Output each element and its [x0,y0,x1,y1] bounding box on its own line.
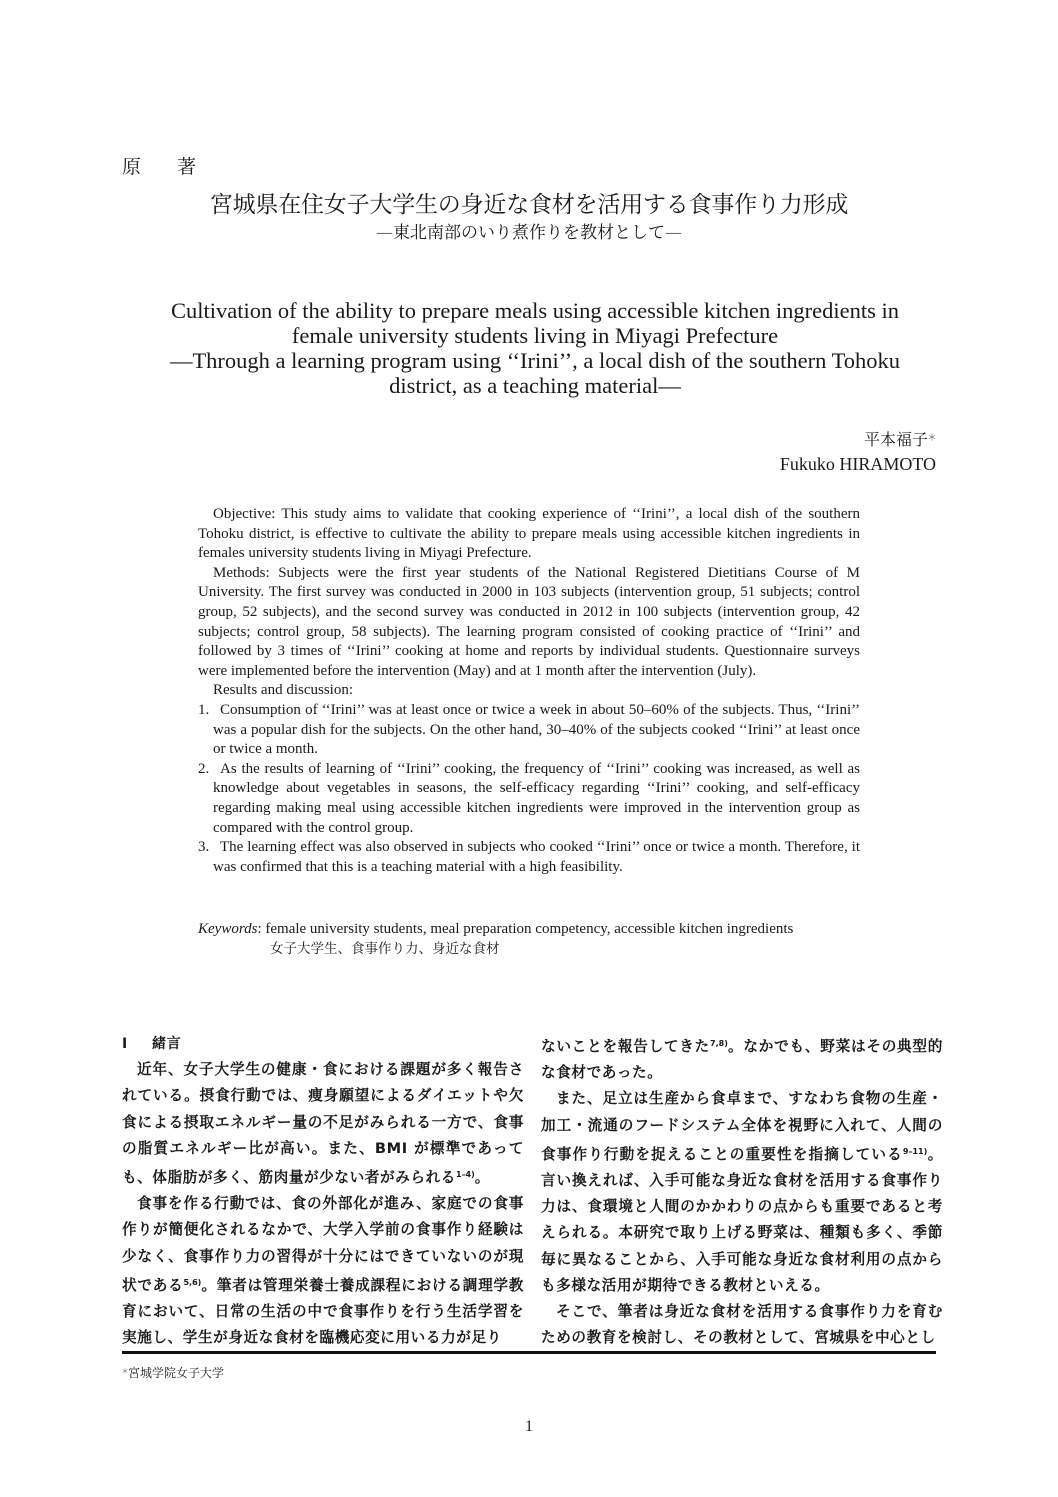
citation: 5,6) [183,1277,202,1287]
citation: 1–4) [455,1170,475,1180]
english-title-line: female university students living in Miyagi Prefecture [291,323,779,348]
keywords [198,920,870,959]
english-title [110,298,960,398]
item-text: Consumption of ‘‘Irini’’ was at least once or twice a week in about 50–60% of the subjects. Thus, ‘‘Irini’’ was a popular dish for the subjects. On the other hand, 30–40% of the subjects cooked ‘‘Irini’’ at least once or twice a month. [213,701,860,758]
category-char-1: 原 [122,156,142,178]
body-column-right [541,1031,943,1351]
section-heading [122,1031,524,1057]
keywords-japanese: 女子大学生、食事作り力、身近な食材 [270,940,500,957]
body-paragraph [122,1191,524,1351]
footnote-divider [122,1351,936,1354]
paragraph-text: ないことを報告してきた [541,1038,711,1055]
paragraph-text: 。 [474,1169,490,1187]
japanese-title: 宮城県在住女子大学生の身近な食材を活用する食事作り力形成 [209,192,849,218]
body-paragraph [541,1086,943,1299]
body-paragraph [541,1299,943,1351]
abstract-objective: Objective: This study aims to validate that cooking experience of ‘‘Irini’’, a local dish of the southern Tohoku district, is effective to cultivate the ability to prepare meals using accessible kitchen ingredients in females university students living in Miyagi Prefecture. [198,506,860,562]
paragraph-text: そこで、筆者は身近な食材を活用する食事作り力を育むための教育を検討し、その教材として、宮城県を中心とし [541,1303,943,1347]
english-title-line: Cultivation of the ability to prepare meals using accessible kitchen ingredients in [171,298,899,323]
item-text: The learning effect was also observed in subjects who cooked ‘‘Irini’’ once or twice a month. Therefore, it was confirmed that this is a teaching material with a high feasibility. [213,839,860,875]
affiliation-footnote: *宮城学院女子大学 [122,1366,225,1380]
category-char-2: 著 [177,156,197,178]
page-number: 1 [525,1418,533,1435]
section-title: 緒言 [152,1036,182,1052]
article-category [122,152,196,179]
paragraph-text: 。言い換えれば、入手可能な身近な食材を活用する食事作り力は、食環境と人間のかかわりの点からも重要であると考えられる。本研究で取り上げる野菜は、種類も多く、季節毎に異なることから、入手可能な身近な食材利用の点からも多様な活用が期待できる教材といえる。 [541,1145,943,1294]
item-number: 2. [198,760,210,777]
results-list [198,701,860,877]
results-list-item [198,760,860,838]
keywords-label: Keywords [198,921,258,937]
item-text: As the results of learning of ‘‘Irini’’ cooking, the frequency of ‘‘Irini’’ cooking was increased, as well as knowledge about vegetables in seasons, the self-efficacy regarding ‘‘Irini’’ cooking, and self-efficacy regarding making meal using accessible kitchen ingredients were improved in the intervention group as compared with the control group. [213,760,860,836]
paragraph-text: 。筆者は管理栄養士養成課程における調理学教育において、日常の生活の中で食事作りを行う生活学習を実施し、学生が身近な食材を臨機応変に用いる力が足り [122,1276,524,1347]
author-name-japanese: 平本福子* [863,430,936,449]
results-list-item [198,838,860,877]
english-title-line: —Through a learning program using ‘‘Irini’’, a local dish of the southern Tohoku [169,348,901,373]
results-list-item [198,701,860,760]
paragraph-text: また、足立は生産から食卓まで、すなわち食物の生産・加工・流通のフードシステム全体を視野に入れて、人間の食事作り行動を捉えることの重要性を指摘している [541,1090,943,1163]
paragraph-text: 食事を作る行動では、食の外部化が進み、家庭での食事作りが簡便化されるなかで、大学入学前の食事作り経験は少なく、食事作り力の習得が十分にはできていないのが現状である [122,1195,524,1294]
author-block [780,428,936,476]
paragraph-text: 近年、女子大学生の健康・食における課題が多く報告されている。摂食行動では、痩身願望によるダイエットや欠食による摂取エネルギー量の不足がみられる一方で、食事の脂質エネルギー比が高い。また、BMI が標準であっても、体脂肪が多く、筋肉量が少ない者がみられる [122,1061,524,1187]
body-paragraph [122,1057,524,1191]
abstract-methods: Methods: Subjects were the first year students of the National Registered Dietitians Course of M University. The first survey was conducted in 2000 in 103 subjects (intervention group, 51 subjects; control group, 52 subjects), and the second survey was conducted in 2012 in 100 subjects (intervention group, 42 subjects; control group, 58 subjects). The learning program consisted of cooking practice of ‘‘Irini’’ and followed by 3 times of ‘‘Irini’’ cooking at home and reports by individual students. Questionnaire surveys were implemented before the intervention (May) and at 1 month after the intervention (July). [198,564,860,679]
body-column-left [122,1031,524,1351]
abstract-results-heading: Results and discussion: [213,682,354,699]
citation: 7,8) [710,1039,728,1048]
keywords-english: : female university students, meal preparation competency, accessible kitchen ingredients [257,921,794,937]
english-title-line: district, as a teaching material— [389,373,681,398]
section-number: Ⅰ [122,1036,128,1052]
item-number: 3. [198,839,210,856]
citation: 9–11) [902,1146,928,1156]
body-paragraph [541,1031,943,1086]
japanese-subtitle: —東北南部のいり煮作りを教材として— [376,223,682,243]
abstract [198,505,860,877]
paragraph-text: 。なかでも、野菜はその典型的な食材であった。 [541,1038,943,1082]
item-number: 1. [198,701,210,718]
author-name-english: Fukuko HIRAMOTO [779,454,936,474]
